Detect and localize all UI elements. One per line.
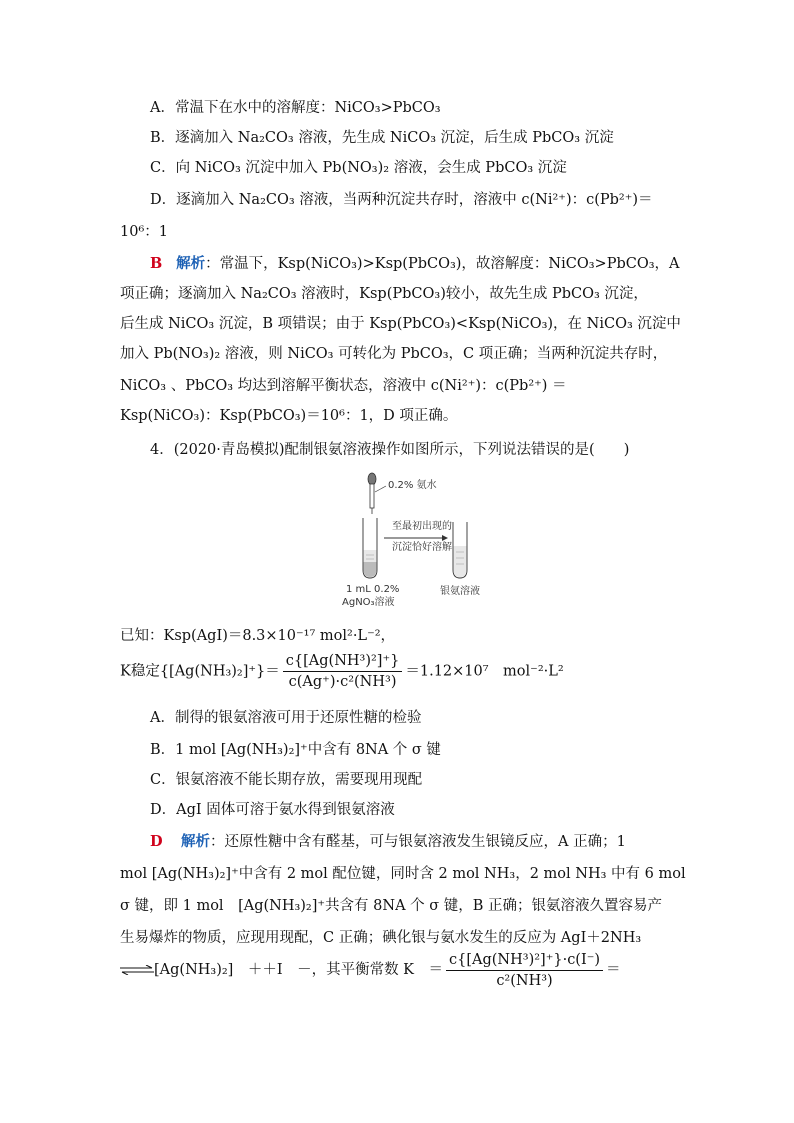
k-stable-denominator: c(Ag⁺)·c²(NH³) xyxy=(288,674,397,690)
analysis-3-text-1: ：常温下，Ksp(NiCO₃)>Ksp(PbCO₃)，故溶解度：NiCO₃>PbCO₃，A xyxy=(205,256,680,272)
question-4-stem: 4．(2020·青岛模拟)配制银氨溶液操作如图所示，下列说法错误的是( ) xyxy=(150,442,630,458)
right-test-tube-icon xyxy=(453,522,467,578)
analysis-4-label: 解析 xyxy=(181,833,211,850)
analysis-3-line-2: 项正确；逐滴加入 Na₂CO₃ 溶液时，Ksp(PbCO₃)较小，故先生成 PbCO₃ 沉淀， xyxy=(120,286,648,302)
given-ksp: 已知：Ksp(AgI)＝8.3×10⁻¹⁷ mol²·L⁻²， xyxy=(120,628,396,644)
analysis-4-eq-right: ＝ xyxy=(606,962,621,978)
arrow-label-2: 沉淀恰好溶解 xyxy=(392,542,452,553)
option-4d: D．AgI 固体可溶于氨水得到银氨溶液 xyxy=(150,802,395,818)
analysis-3-line-1 xyxy=(150,254,680,274)
left-tube-label-2: AgNO₃溶液 xyxy=(342,597,395,608)
option-3b: B．逐滴加入 Na₂CO₃ 溶液，先生成 NiCO₃ 沉淀，后生成 PbCO₃ 沉淀 xyxy=(150,130,614,146)
option-4b: B．1 mol [Ag(NH₃)₂]⁺中含有 8NA 个 σ 键 xyxy=(150,742,441,758)
analysis-4-line-4: 生易爆炸的物质，应现用现配，C 正确；碘化银与氨水发生的反应为 AgI＋2NH₃ xyxy=(120,930,642,946)
option-4c: C．银氨溶液不能长期存放，需要现用现配 xyxy=(150,772,423,788)
k-equilibrium-denominator: c²(NH³) xyxy=(496,972,553,989)
analysis-4-line-3: σ 键，即 1 mol [Ag(NH₃)₂]⁺共含有 8NA 个 σ 键，B 正确；银氨溶液久置容易产 xyxy=(120,898,663,914)
k-equilibrium-fraction xyxy=(446,951,603,990)
k-stable-lhs: K稳定{[Ag(NH₃)₂]⁺}＝ xyxy=(120,663,280,680)
left-test-tube-icon xyxy=(363,518,377,578)
answer-3: B xyxy=(150,255,163,272)
analysis-4-line-1 xyxy=(150,832,626,852)
option-3d-cont: 10⁶：1 xyxy=(120,224,168,240)
right-tube-label: 银氨溶液 xyxy=(440,586,480,597)
option-3a: A．常温下在水中的溶解度：NiCO₃>PbCO₃ xyxy=(150,100,441,116)
reagent-label: 0.2% 氨水 xyxy=(388,480,437,491)
k-stable-numerator: c{[Ag(NH³)²]⁺} xyxy=(283,652,403,672)
equilibrium-arrow-icon xyxy=(120,965,154,975)
k-equilibrium-numerator: c{[Ag(NH³)²]⁺}·c(I⁻) xyxy=(446,951,603,971)
analysis-4-line-5 xyxy=(120,950,621,990)
analysis-3-line-3: 后生成 NiCO₃ 沉淀，B 项错误；由于 Ksp(PbCO₃)<Ksp(NiCO₃)，在 NiCO₃ 沉淀中 xyxy=(120,316,681,332)
analysis-3-line-6: Ksp(NiCO₃)：Ksp(PbCO₃)＝10⁶：1，D 项正确。 xyxy=(120,408,458,424)
option-3c: C．向 NiCO₃ 沉淀中加入 Pb(NO₃)₂ 溶液，会生成 PbCO₃ 沉淀 xyxy=(150,160,567,176)
analysis-3-line-5: NiCO₃ 、PbCO₃ 均达到溶解平衡状态，溶液中 c(Ni²⁺)：c(Pb²⁺) ＝ xyxy=(120,378,567,394)
analysis-4-eq-left: [Ag(NH₃)₂] ＋＋I －，其平衡常数 K ＝ xyxy=(154,962,444,978)
k-stable-rhs: ＝1.12×10⁷ mol⁻²·L² xyxy=(405,663,564,680)
left-tube-label-1: 1 mL 0.2% xyxy=(346,584,400,595)
option-3d: D．逐滴加入 Na₂CO₃ 溶液，当两种沉淀共存时，溶液中 c(Ni²⁺)：c(Pb²⁺)＝ xyxy=(150,192,653,208)
given-k-stable xyxy=(120,652,564,691)
k-stable-fraction xyxy=(283,652,403,691)
answer-4: D xyxy=(150,833,163,850)
silver-ammonia-figure xyxy=(330,470,530,620)
arrow-label-1: 至最初出现的 xyxy=(392,521,452,532)
option-4a: A．制得的银氨溶液可用于还原性糖的检验 xyxy=(150,710,422,726)
analysis-4-line-2: mol [Ag(NH₃)₂]⁺中含有 2 mol 配位键，同时含 2 mol NH₃，2 mol NH₃ 中有 6 mol xyxy=(120,866,686,882)
analysis-3-label: 解析 xyxy=(176,255,206,272)
dropper-icon xyxy=(368,473,376,514)
analysis-4-text-1: ：还原性糖中含有醛基，可与银氨溶液发生银镜反应，A 正确；1 xyxy=(210,834,626,850)
analysis-3-line-4: 加入 Pb(NO₃)₂ 溶液，则 NiCO₃ 可转化为 PbCO₃，C 项正确；当两种沉淀共存时， xyxy=(120,346,668,362)
